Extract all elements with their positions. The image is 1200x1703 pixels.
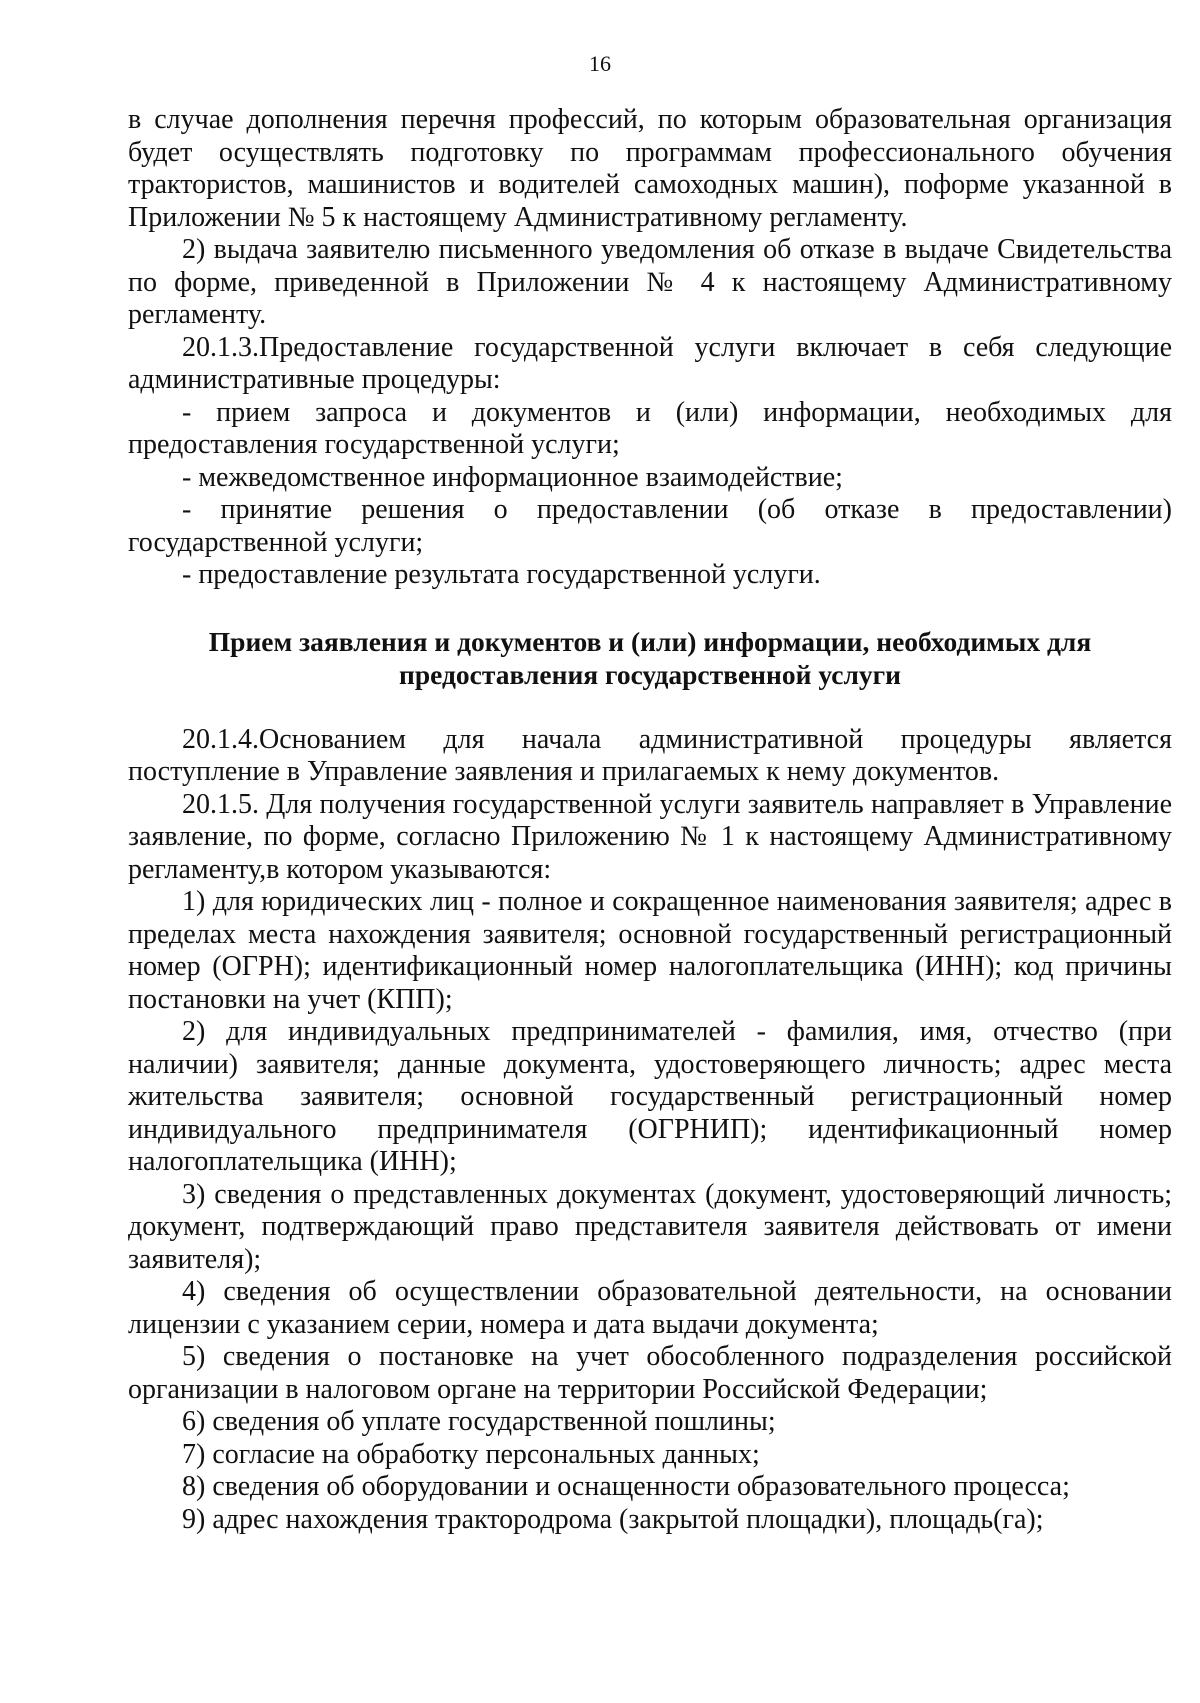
paragraph-20-1-5: 20.1.5. Для получения государственной услуги заявитель направляет в Управление заявление, по форме, согласно Приложению № 1 к настоящему Административному регламенту,в котором указываются: [128, 788, 1172, 885]
list-item-application-field: 9) адрес нахождения трактородрома (закрытой площадки), площадь(га); [182, 1503, 1044, 1535]
spacer [128, 592, 1172, 625]
paragraph-20-1-4: 20.1.4.Основанием для начала административной процедуры является поступление в Управление заявления и прилагаемых к нему документов. [128, 723, 1172, 787]
list-item-procedure: - межведомственное информационное взаимодействие; [182, 461, 843, 493]
list-item-application-field: 6) сведения об уплате государственной пошлины; [182, 1406, 776, 1437]
page-number: 16 [589, 51, 611, 76]
list-item-procedure: - прием запроса и документов и (или) информации, необходимых для предоставления государственной услуги; [128, 396, 1172, 460]
list-item-application-field: 1) для юридических лиц - полное и сокращенное наименования заявителя; адрес в пределах места нахождения заявителя; основной государственный регистрационный номер (ОГРН); идентификационный номер налогоплательщика (ИНН); код причины постановки на учет (КПП); [128, 886, 1172, 1015]
paragraph-continuation: в случае дополнения перечня профессий, по которым образовательная организация будет осуществлять подготовку по программам профессионального обучения трактористов, машинистов и водителей самоходных машин), поформе указанной в Приложении № 5 к настоящему Административному регламенту. [128, 104, 1172, 233]
list-item-application-field: 4) сведения об осуществлении образовательной деятельности, на основании лицензии с указанием серии, номера и дата выдачи документа; [128, 1276, 1172, 1340]
list-item-procedure: - предоставление результата государственной услуги. [182, 559, 821, 590]
list-item-application-field: 5) сведения о постановке на учет обособленного подразделения российской организации в налоговом органе на территории Российской Федерации; [128, 1341, 1172, 1405]
list-item-application-field: 8) сведения об оборудовании и оснащенности образовательного процесса; [182, 1471, 1070, 1502]
document-body [128, 104, 1172, 1536]
section-heading: Прием заявления и документов и (или) информации, необходимых для предоставления государственной услуги [208, 625, 1092, 690]
paragraph-refusal-notice: 2) выдача заявителю письменного уведомления об отказе в выдаче Свидетельства по форме, приведенной в Приложении № 4 к настоящему Административному регламенту. [128, 234, 1172, 330]
list-item-procedure: - принятие решения о предоставлении (об отказе в предоставлении) государственной услуги; [128, 494, 1172, 558]
list-item-application-field: 2) для индивидуальных предпринимателей - фамилия, имя, отчество (при наличии) заявителя; данные документа, удостоверяющего личность; адрес места жительства заявителя; основной государственный регистрационный номер индивидуального предпринимателя (ОГРНИП); идентификационный номер налогоплательщика (ИНН); [128, 1016, 1172, 1177]
spacer [128, 691, 1172, 724]
list-item-application-field: 7) согласие на обработку персональных данных; [182, 1438, 760, 1470]
paragraph-20-1-3: 20.1.3.Предоставление государственной услуги включает в себя следующие административные процедуры: [128, 331, 1172, 395]
list-item-application-field: 3) сведения о представленных документах (документ, удостоверяющий личность; документ, подтверждающий право представителя заявителя действовать от имени заявителя); [128, 1178, 1172, 1275]
